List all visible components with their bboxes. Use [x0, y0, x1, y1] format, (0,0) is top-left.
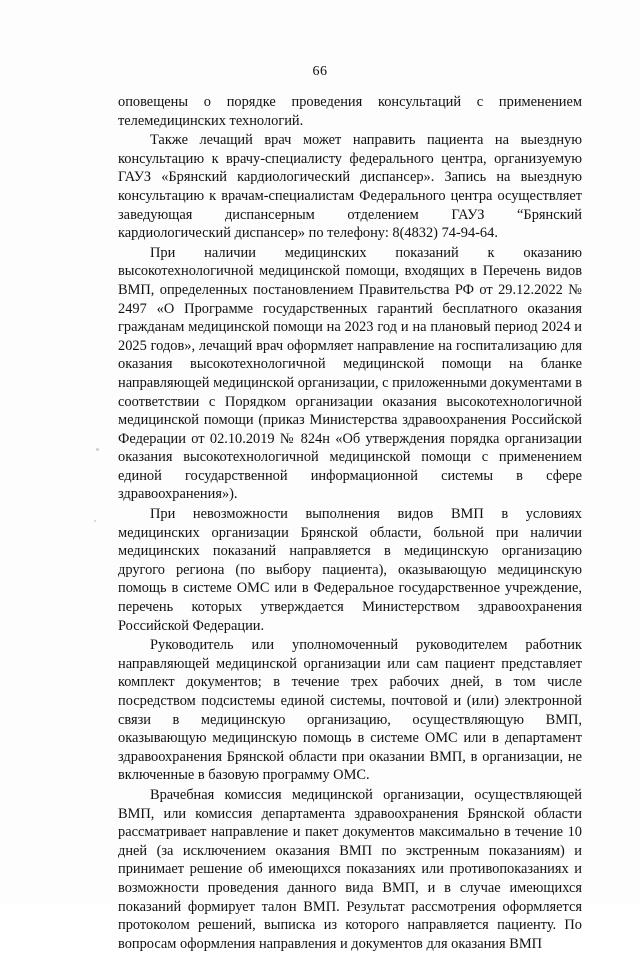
paragraph-hitech-care-referral: При наличии медицинских показаний к оказанию высокотехнологичной медицинской помощи, входящих в Перечень видов ВМП, определенных постановлением Правительства РФ от 29.12.2022 № 2497 «О Программе государственных гарантий бесплатного оказания гражданам медицинской помощи на 2023 год и на плановый период 2024 и 2025 годов», лечащий врач оформляет направление на госпитализацию для оказания высокотехнологичной медицинской помощи на бланке направляющей медицинской организации, с приложенными документами в соответствии с Порядком организации оказания высокотехнологичной медицинской помощи (приказ Министерства здравоохранения Российской Федерации от 02.10.2019 № 824н «Об утверждения порядка организации оказания высокотехнологичной медицинской помощи с применением единой государственной информационной системы в сфере здравоохранения»).	[118, 244, 582, 503]
document-body	[118, 93, 582, 953]
scan-artifact	[94, 520, 96, 522]
paragraph-continuation: оповещены о порядке проведения консультаций с применением телемедицинских технологий.	[118, 94, 582, 129]
scan-artifact	[96, 448, 99, 451]
paragraph-outreach-consultation: Также лечащий врач может направить пациента на выездную консультацию к врачу-специалисту федерального центра, организуемую ГАУЗ «Брянский кардиологический диспансер». Запись на выездную консультацию к врачам-специалистам Федерального центра осуществляет заведующая диспансерным отделением ГАУЗ “Брянский кардиологический диспансер» по телефону: 8(4832) 74-94-64.	[118, 132, 582, 242]
paragraph-medical-commission: Врачебная комиссия медицинской организации, осуществляющей ВМП, или комиссия департамента здравоохранения Брянской области рассматривает направление и пакет документов максимально в течение 10 дней (за исключением оказания ВМП по экстренным показаниям) и принимает решение об имеющихся показаниях или противопоказаниях и возможности проведения данного вида ВМП, и в случае имеющихся показаний формирует талон ВМП. Результат рассмотрения оформляется протоколом решений, выписка из которого направляется пациенту. По вопросам оформления направления и документов для оказания ВМП	[118, 786, 582, 952]
paragraph-other-region-referral: При невозможности выполнения видов ВМП в условиях медицинских организации Брянской области, больной при наличии медицинских показаний направляется в медицинскую организацию другого региона (по выбору пациента), оказывающую медицинскую помощь в системе ОМС или в Федеральное государственное учреждение, перечень которых утверждается Министерством здравоохранения Российской Федерации.	[118, 506, 582, 634]
page-number: 66	[312, 64, 328, 79]
paragraph-documents-submission: Руководитель или уполномоченный руководителем работник направляющей медицинской организации или сам пациент представляет комплект документов; в течение трех рабочих дней, в том числе посредством подсистемы единой системы, почтовой и (или) электронной связи в медицинскую организацию, осуществляющую ВМП, оказывающую медицинскую помощь в системе ОМС или в департамент здравоохранения Брянской области при оказании ВМП, в организации, не включенные в базовую программу ОМС.	[118, 637, 582, 784]
